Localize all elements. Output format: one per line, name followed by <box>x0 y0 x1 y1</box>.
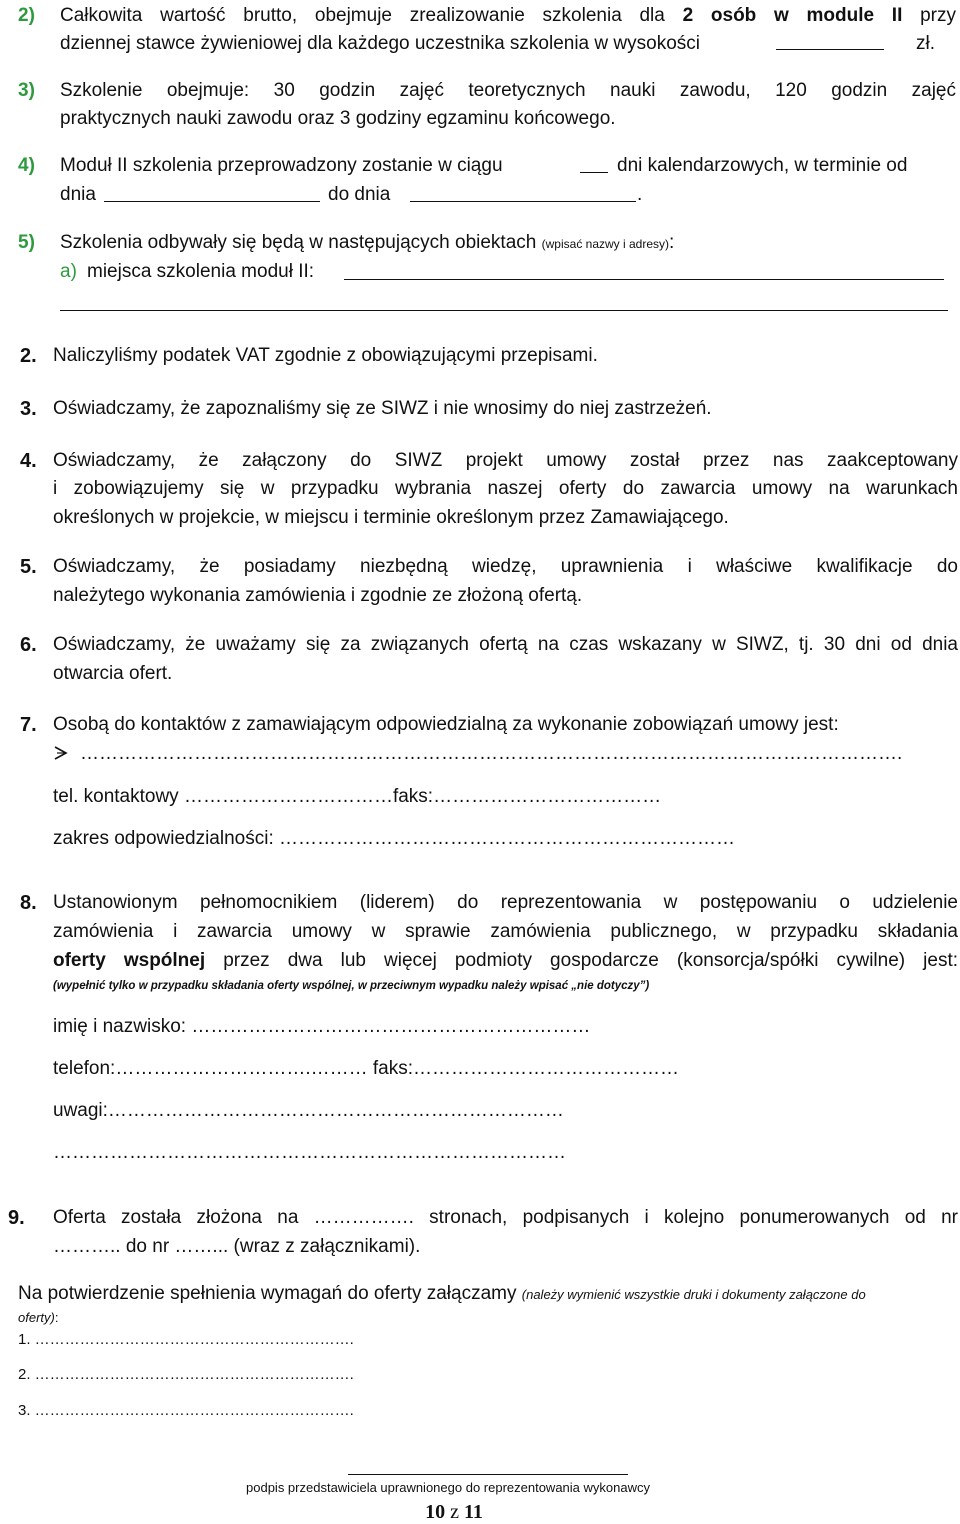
page-number: 10 z 11 <box>425 1501 483 1523</box>
paragraph-line: Osobą do kontaktów z zamawiającym odpowiedzialną za wykonanie zobowiązań umowy jest: <box>53 714 839 735</box>
attachment-item[interactable]: 2. ………………………………………………………. <box>18 1366 354 1383</box>
attachments-note-end: oferty): <box>18 1310 59 1325</box>
paragraph-line: dziennej stawce żywieniowej dla każdego uczestnika szkolenia w wysokości <box>60 33 700 54</box>
paragraph-line: ……….. do nr ……... (wraz z załącznikami). <box>53 1236 421 1257</box>
item-number: 3) <box>18 80 35 101</box>
blank-field-location-2[interactable] <box>60 310 948 311</box>
item-number: 4) <box>18 155 35 176</box>
instruction-note: (wypełnić tylko w przypadku składania oferty wspólnej, w przeciwnym wypadku należy wpisać „nie dotyczy”) <box>53 980 650 992</box>
item-number: 6. <box>20 634 37 656</box>
paragraph-line: Szkolenie obejmuje: 30 godzin zajęć teoretycznych nauki zawodu, 120 godzin zajęć <box>60 80 956 101</box>
item-number: 7. <box>20 714 37 736</box>
paragraph-line: Ustanowionym pełnomocnikiem (liderem) do reprezentowania w postępowaniu o udzielenie <box>53 892 958 913</box>
paragraph-line: Oświadczamy, że zapoznaliśmy się ze SIWZ i nie wnosimy do niej zastrzeżeń. <box>53 398 712 419</box>
phone-fax-field[interactable]: tel. kontaktowy ……………………………faks:……………………………… <box>53 786 662 807</box>
name-field[interactable]: imię i nazwisko: ……………………………………………………… <box>53 1016 591 1037</box>
paragraph-line: praktycznych nauki zawodu oraz 3 godziny egzaminu końcowego. <box>60 108 616 129</box>
item-number: 2) <box>18 5 35 26</box>
blank-field-date-from[interactable] <box>104 201 320 202</box>
item-number: 9. <box>8 1207 25 1229</box>
paragraph-line: i zobowiązujemy się w przypadku wybrania naszej oferty do zawarcia umowy na warunkach <box>53 478 958 499</box>
paragraph-line: należytego wykonania zamówienia i zgodnie ze złożoną ofertą. <box>53 585 583 606</box>
blank-field-amount[interactable] <box>776 49 884 50</box>
paragraph-line: Oświadczamy, że posiadamy niezbędną wiedzę, uprawnienia i właściwe kwalifikacje do <box>53 556 958 577</box>
paragraph-line: dni kalendarzowych, w terminie od <box>617 155 908 176</box>
paragraph-line: zamówienia i zawarcia umowy w sprawie zamówienia publicznego, w przypadku składania <box>53 921 958 942</box>
paragraph-line: Całkowita wartość brutto, obejmuje zrealizowanie szkolenia dla 2 osób w module II przy <box>60 5 956 26</box>
signature-caption: podpis przedstawiciela uprawnionego do reprezentowania wykonawcy <box>246 1480 650 1495</box>
notes-field-2[interactable]: ……………………………………………………………………… <box>53 1142 566 1163</box>
paragraph-line: miejsca szkolenia moduł II: <box>87 261 315 282</box>
signature-line[interactable] <box>348 1474 628 1475</box>
paragraph-line: otwarcia ofert. <box>53 663 173 684</box>
phone-fax-field[interactable]: telefon:………………………….……… faks:…………………………………… <box>53 1058 680 1079</box>
item-number: 5. <box>20 556 37 578</box>
paragraph-line: oferty wspólnej przez dwa lub więcej podmioty gospodarcze (konsorcja/spółki cywilne) jest: <box>53 950 958 971</box>
arrow-bullet-icon <box>53 745 69 761</box>
attachments-lead: Na potwierdzenie spełnienia wymagań do oferty załączamy (należy wymienić wszystkie druki i dokumenty załączone do <box>18 1283 866 1304</box>
punctuation: . <box>637 184 643 205</box>
blank-field-days[interactable] <box>580 172 608 173</box>
item-number: 3. <box>20 398 37 420</box>
contact-person-field[interactable]: …………………………………………………………………………………………………………………. <box>80 743 903 764</box>
item-number: 2. <box>20 345 37 367</box>
paragraph-line: Szkolenia odbywały się będą w następujących obiektach (wpisać nazwy i adresy): <box>60 232 675 253</box>
paragraph-line: Oświadczamy, że uważamy się za związanych ofertą na czas wskazany w SIWZ, tj. 30 dni od dnia <box>53 634 958 655</box>
paragraph-line: dnia <box>60 184 96 205</box>
paragraph-line: Oferta została złożona na ……………. stronach, podpisanych i kolejno ponumerowanych od nr <box>53 1207 958 1228</box>
blank-field-date-to[interactable] <box>410 201 636 202</box>
blank-field-location[interactable] <box>344 279 944 280</box>
paragraph-line: Naliczyliśmy podatek VAT zgodnie z obowiązującymi przepisami. <box>53 345 598 366</box>
item-number: 8. <box>20 892 37 914</box>
paragraph-line: Oświadczamy, że załączony do SIWZ projekt umowy został przez nas zaakceptowany <box>53 450 958 471</box>
attachment-item[interactable]: 1. ………………………………………………………. <box>18 1331 354 1348</box>
item-number: 5) <box>18 232 35 253</box>
paragraph-line: Moduł II szkolenia przeprowadzony zostanie w ciągu <box>60 155 503 176</box>
item-number: 4. <box>20 450 37 472</box>
paragraph-line: określonych w projekcie, w miejscu i terminie określonym przez Zamawiającego. <box>53 507 729 528</box>
responsibility-field[interactable]: zakres odpowiedzialności: ……………………………………………………………… <box>53 828 736 849</box>
paragraph-line: do dnia <box>328 184 391 205</box>
notes-field[interactable]: uwagi:……………………………………………………………… <box>53 1100 564 1121</box>
currency-label: zł. <box>916 33 935 54</box>
attachment-item[interactable]: 3. ………………………………………………………. <box>18 1402 354 1419</box>
sub-item-number: a) <box>60 261 77 282</box>
